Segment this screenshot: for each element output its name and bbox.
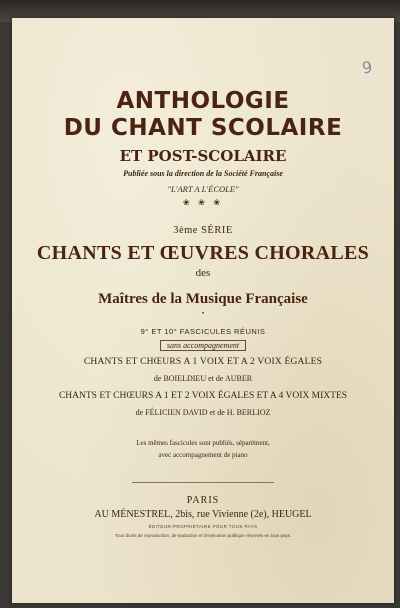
collection-title: CHANTS ET ŒUVRES CHORALES	[36, 242, 370, 264]
direction-note: Publiée sous la direction de la Société Française	[123, 169, 283, 178]
part1-composers: de BOIELDIEU et de AUBER	[153, 374, 253, 383]
publisher-address: AU MÉNESTREL, 2bis, rue Vivienne (2e), HEUGEL	[94, 509, 312, 520]
fascicles-label: 9° ET 10° FASCICULES RÉUNIS	[140, 327, 266, 336]
divider	[132, 482, 274, 483]
pencil-annotation: 9	[360, 57, 374, 78]
note-line-1: Les mêmes fascicules sont publiés, séparément,	[136, 439, 270, 447]
title-line-1: ANTHOLOGIE	[116, 88, 290, 114]
accompaniment-label: sans accompagnement	[160, 340, 246, 351]
ornament-icon: ❀ ❀ ❀	[182, 198, 224, 207]
masters-title: Maîtres de la Musique Française	[98, 291, 308, 307]
city-label: PARIS	[186, 495, 220, 506]
part2-composers: de FÉLICIEN DAVID et de H. BERLIOZ	[135, 408, 271, 417]
society-name: "L'ART A L'ÉCOLE"	[167, 184, 239, 194]
fine-print-2: Tous droits de reproduction, de traduction et d'exécution publique réservés en tous pays.	[114, 533, 292, 538]
accompaniment-box	[12, 340, 394, 351]
des-label: des	[195, 267, 211, 279]
fine-print-1: ÉDITEUR-PROPRIÉTAIRE POUR TOUS PAYS	[148, 524, 258, 529]
dot-ornament: •	[201, 311, 205, 317]
subtitle: ET POST-SCOLAIRE	[119, 147, 287, 165]
title-line-2: DU CHANT SCOLAIRE	[63, 115, 343, 141]
note-line-2: avec accompagnement de piano	[158, 451, 248, 459]
book-cover	[12, 18, 394, 603]
part1-title: CHANTS ET CHŒURS A 1 VOIX ET A 2 VOIX ÉGALES	[83, 357, 323, 367]
series-label: 3ème SÉRIE	[173, 225, 233, 236]
part2-title: CHANTS ET CHŒURS A 1 ET 2 VOIX ÉGALES ET A 4 VOIX MIXTES	[58, 391, 348, 401]
